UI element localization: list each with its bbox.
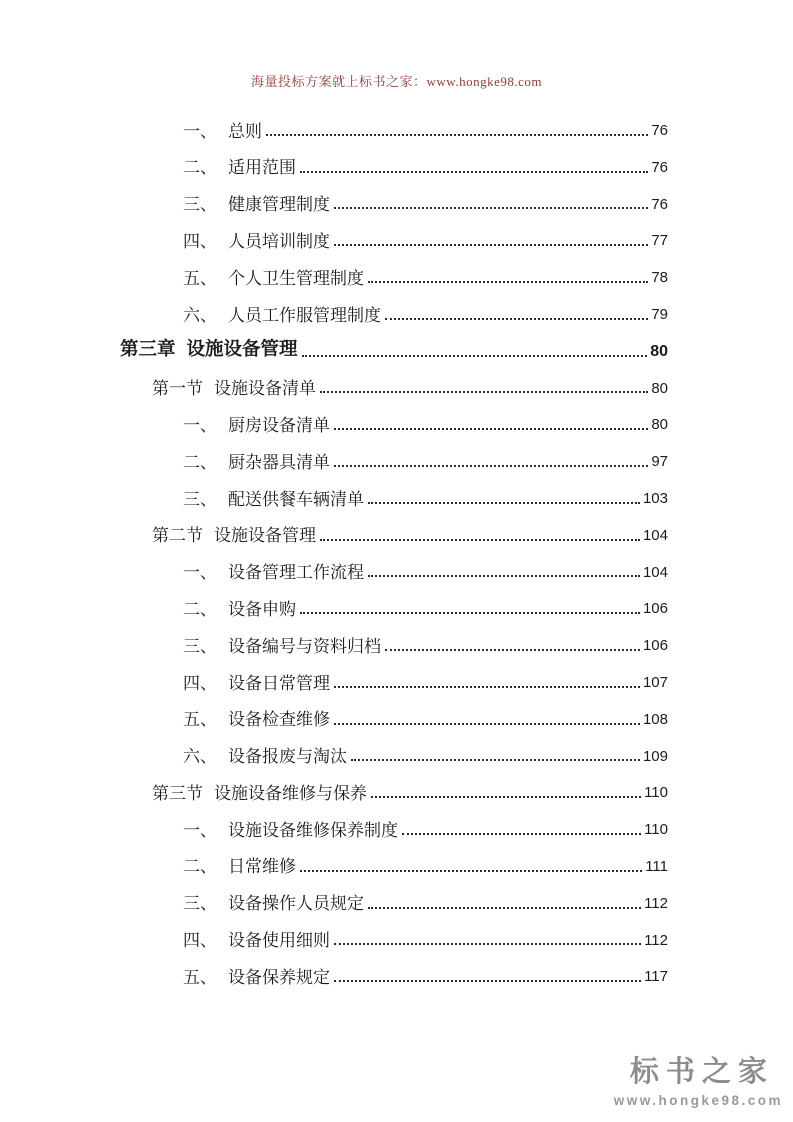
toc-entry-number: 一、 xyxy=(183,121,217,141)
toc-entry xyxy=(120,179,668,216)
toc-dot-leader xyxy=(302,355,648,357)
toc-page-number: 117 xyxy=(644,968,668,986)
toc-entry-number: 二、 xyxy=(183,857,217,877)
toc-entry-number: 三、 xyxy=(183,894,217,914)
toc-entry xyxy=(120,694,668,731)
toc-entry-title: 厨房设备清单 xyxy=(228,415,330,435)
toc-dot-leader xyxy=(300,171,648,173)
toc-entry-title: 配送供餐车辆清单 xyxy=(228,489,364,509)
site-watermark xyxy=(614,1049,783,1108)
toc-entry-number: 五、 xyxy=(183,967,217,987)
toc-entry xyxy=(120,289,668,326)
table-of-contents xyxy=(120,105,668,988)
toc-entry xyxy=(120,951,668,988)
toc-entry xyxy=(120,657,668,694)
toc-entry-number: 一、 xyxy=(183,820,217,840)
toc-entry-title: 日常维修 xyxy=(228,857,296,877)
toc-page-number: 80 xyxy=(650,342,668,360)
toc-entry xyxy=(120,399,668,436)
toc-page-number: 79 xyxy=(651,306,668,324)
toc-entry xyxy=(120,473,668,510)
toc-entry-title: 设备日常管理 xyxy=(228,673,330,693)
toc-entry xyxy=(120,731,668,768)
toc-page-number: 80 xyxy=(651,379,668,397)
toc-page-number: 76 xyxy=(651,195,668,213)
toc-page-number: 107 xyxy=(642,674,668,691)
toc-entry-number: 二、 xyxy=(183,158,217,178)
toc-entry-title: 设备保养规定 xyxy=(228,967,330,987)
toc-page-number: 103 xyxy=(642,490,668,508)
toc-entry-title: 人员工作服管理制度 xyxy=(228,305,381,325)
toc-entry xyxy=(120,841,668,878)
toc-dot-leader xyxy=(351,759,640,761)
toc-dot-leader xyxy=(266,134,648,136)
toc-page-number: 76 xyxy=(651,122,668,140)
toc-entry-title: 设施设备管理 xyxy=(186,340,298,361)
toc-entry xyxy=(120,583,668,620)
toc-entry-number: 第二节 xyxy=(152,526,203,546)
toc-entry-title: 个人卫生管理制度 xyxy=(228,268,364,288)
toc-page-number: 97 xyxy=(651,453,668,471)
toc-page-number: 108 xyxy=(642,710,668,728)
toc-entry-number: 四、 xyxy=(183,673,217,693)
toc-dot-leader xyxy=(368,502,640,504)
watermark-logo-text: 标书之家 xyxy=(629,1056,774,1088)
page-header-text: 海量投标方案就上标书之家：www.hongke98.com xyxy=(251,74,542,89)
toc-entry-title: 设备操作人员规定 xyxy=(228,894,364,914)
toc-entry-number: 一、 xyxy=(183,415,217,435)
watermark-url-text: www.hongke98.com xyxy=(613,1093,783,1108)
toc-dot-leader xyxy=(385,649,640,651)
toc-page-number: 78 xyxy=(651,269,668,287)
toc-entry xyxy=(120,767,668,804)
toc-entry-number: 第三章 xyxy=(120,340,176,361)
toc-entry-number: 六、 xyxy=(183,747,217,767)
toc-entry xyxy=(120,215,668,252)
toc-entry-title: 设备使用细则 xyxy=(228,931,330,951)
toc-page-number: 80 xyxy=(651,416,668,434)
toc-dot-leader xyxy=(300,612,640,614)
toc-entry-title: 设备管理工作流程 xyxy=(228,563,364,583)
toc-dot-leader xyxy=(334,980,641,982)
toc-dot-leader xyxy=(334,244,648,246)
toc-dot-leader xyxy=(334,723,640,725)
toc-entry-number: 四、 xyxy=(183,231,217,251)
toc-entry xyxy=(120,878,668,915)
toc-dot-leader xyxy=(334,686,640,688)
toc-page-number: 77 xyxy=(651,232,668,250)
toc-entry xyxy=(120,510,668,547)
toc-page-number: 106 xyxy=(642,600,668,618)
toc-dot-leader xyxy=(402,833,641,835)
toc-dot-leader xyxy=(371,796,641,798)
toc-dot-leader xyxy=(368,907,641,909)
toc-entry-title: 总则 xyxy=(228,121,262,141)
toc-dot-leader xyxy=(320,391,648,393)
toc-page-number: 106 xyxy=(642,637,668,655)
toc-entry-number: 二、 xyxy=(183,599,217,619)
toc-entry-title: 设备报废与淘汰 xyxy=(228,747,347,767)
toc-entry-title: 厨杂器具清单 xyxy=(228,452,330,472)
toc-entry xyxy=(120,915,668,952)
toc-entry-title: 设施设备维修保养制度 xyxy=(228,820,398,840)
toc-entry xyxy=(120,363,668,400)
toc-entry-number: 第一节 xyxy=(152,379,203,399)
toc-dot-leader xyxy=(320,539,640,541)
toc-dot-leader xyxy=(385,318,648,320)
toc-page-number: 76 xyxy=(651,158,668,176)
toc-entry-number: 五、 xyxy=(183,710,217,730)
toc-entry-title: 设备检查维修 xyxy=(228,710,330,730)
toc-entry-number: 五、 xyxy=(183,268,217,288)
toc-entry xyxy=(120,326,668,363)
toc-entry-number: 三、 xyxy=(183,195,217,215)
toc-dot-leader xyxy=(334,428,648,430)
toc-entry-title: 设备申购 xyxy=(228,599,296,619)
toc-entry-number: 一、 xyxy=(183,563,217,583)
toc-entry-title: 设施设备维修与保养 xyxy=(214,783,367,803)
toc-page-number: 110 xyxy=(644,784,668,802)
toc-dot-leader xyxy=(368,575,640,577)
toc-entry-title: 设施设备管理 xyxy=(214,526,316,546)
toc-dot-leader xyxy=(334,465,648,467)
toc-entry-number: 三、 xyxy=(183,489,217,509)
toc-dot-leader xyxy=(368,281,648,283)
toc-entry-number: 三、 xyxy=(183,636,217,656)
toc-entry-number: 第三节 xyxy=(152,783,203,803)
toc-entry xyxy=(120,142,668,179)
toc-dot-leader xyxy=(334,943,641,945)
toc-page-number: 104 xyxy=(642,526,668,544)
toc-entry-number: 六、 xyxy=(183,305,217,325)
toc-entry xyxy=(120,105,668,142)
toc-entry xyxy=(120,547,668,584)
toc-entry-title: 适用范围 xyxy=(228,158,296,178)
toc-page-number: 104 xyxy=(642,563,668,581)
toc-entry xyxy=(120,436,668,473)
toc-page-number: 110 xyxy=(644,821,668,839)
toc-entry xyxy=(120,620,668,657)
toc-page-number: 112 xyxy=(644,894,668,912)
toc-entry-title: 人员培训制度 xyxy=(228,231,330,251)
toc-dot-leader xyxy=(300,870,642,872)
toc-page-number: 109 xyxy=(642,747,668,765)
toc-entry-number: 四、 xyxy=(183,931,217,951)
toc-entry-title: 设备编号与资料归档 xyxy=(228,636,381,656)
toc-entry xyxy=(120,804,668,841)
toc-page-number: 111 xyxy=(645,857,668,875)
toc-entry-number: 二、 xyxy=(183,452,217,472)
toc-entry xyxy=(120,252,668,289)
toc-dot-leader xyxy=(334,207,648,209)
toc-entry-title: 健康管理制度 xyxy=(228,195,330,215)
toc-page-number: 112 xyxy=(644,931,668,949)
toc-entry-title: 设施设备清单 xyxy=(214,379,316,399)
